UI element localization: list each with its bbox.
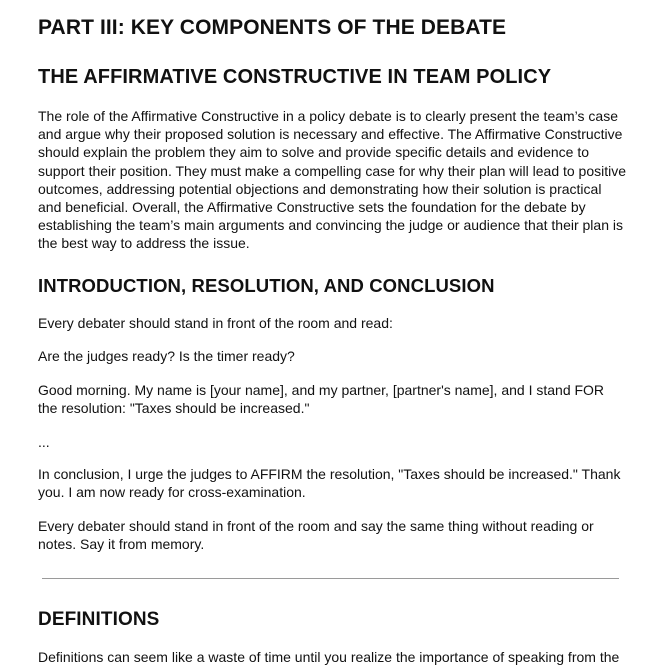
section-divider bbox=[42, 578, 619, 579]
ellipsis-paragraph: ... bbox=[38, 434, 50, 450]
affirmative-constructive-heading: THE AFFIRMATIVE CONSTRUCTIVE IN TEAM POLICY bbox=[38, 66, 552, 88]
definitions-paragraph: Definitions can seem like a waste of time until you realize the importance of speaking from the bbox=[38, 649, 620, 665]
greeting-paragraph: Good morning. My name is [your name], and my partner, [partner's name], and I stand FOR the resolution: "Taxes should be increased." bbox=[38, 382, 605, 416]
ready-check-paragraph: Are the judges ready? Is the timer ready? bbox=[38, 348, 295, 364]
conclusion-paragraph: In conclusion, I urge the judges to AFFIRM the resolution, "Taxes should be increased." Thank you. I am now ready for cross-examination. bbox=[38, 466, 621, 500]
definitions-heading: DEFINITIONS bbox=[38, 609, 160, 630]
part-title: PART III: KEY COMPONENTS OF THE DEBATE bbox=[38, 16, 507, 39]
introduction-resolution-conclusion-heading: INTRODUCTION, RESOLUTION, AND CONCLUSION bbox=[38, 275, 495, 296]
read-instruction-paragraph: Every debater should stand in front of the room and read: bbox=[38, 315, 393, 331]
affirmative-constructive-paragraph: The role of the Affirmative Constructive in a policy debate is to clearly present the team’s case and argue why their proposed solution is necessary and effective. The Affirmative Constructive should explain the problem they aim to solve and provide specific details and evidence to support their position. They must make a compelling case for why their plan will lead to positive outcomes, addressing potential objections and demonstrating how their solution is practical and beneficial. Overall, the Affirmative Constructive sets the foundation for the debate by establishing the team’s main arguments and convincing the judge or audience that their plan is the best way to address the issue. bbox=[38, 108, 627, 252]
memory-note-paragraph: Every debater should stand in front of the room and say the same thing without reading or notes. Say it from memory. bbox=[38, 518, 594, 552]
